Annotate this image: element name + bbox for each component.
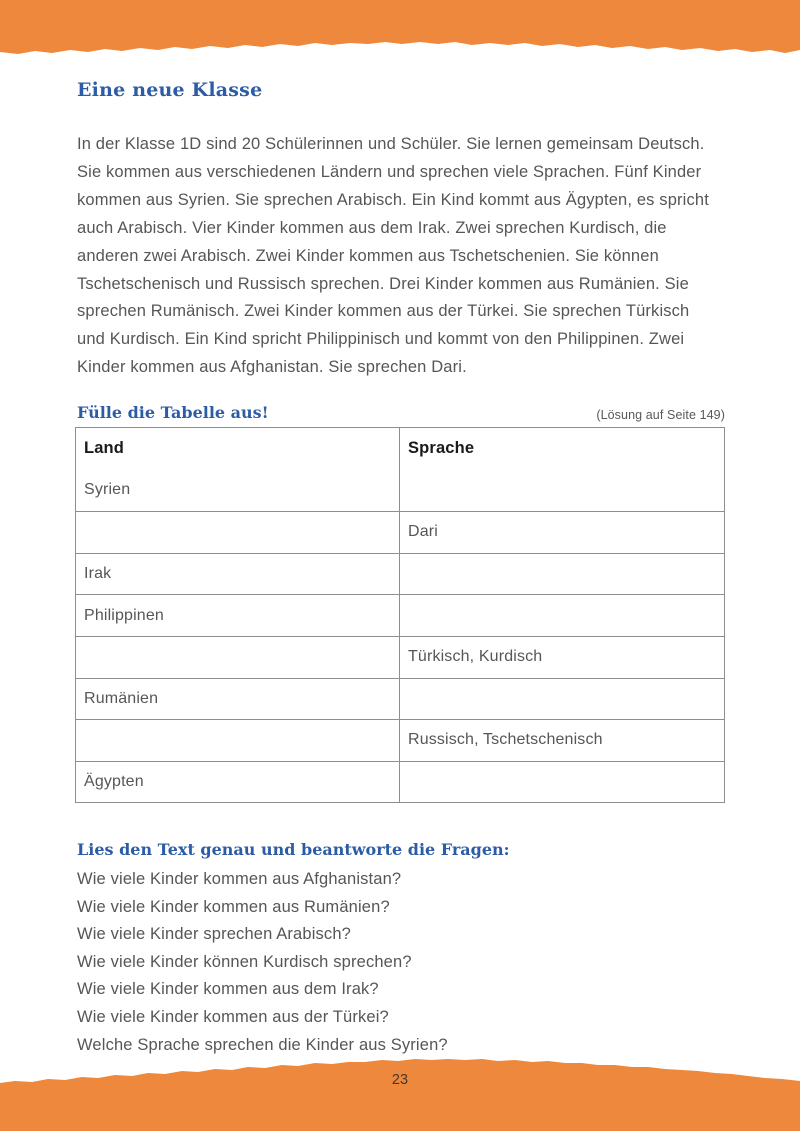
table-row: [76, 678, 724, 720]
table-row: [76, 470, 724, 512]
solution-page-note: (Lösung auf Seite 149): [596, 408, 725, 422]
paragraph-line: anderen zwei Arabisch. Zwei Kinder kommen aus Tschetschenien. Sie können: [77, 246, 659, 265]
question-item: Wie viele Kinder sprechen Arabisch?: [77, 925, 351, 944]
cell-land: [76, 637, 400, 678]
cell-sprache: [400, 470, 724, 512]
questions-heading: Lies den Text genau und beantworte die Fragen:: [77, 840, 510, 859]
paragraph-line: Tschetschenisch und Russisch sprechen. Drei Kinder kommen aus Rumänien. Sie: [77, 274, 689, 293]
cell-land: Rumänien: [76, 679, 400, 720]
paragraph-line: kommen aus Syrien. Sie sprechen Arabisch. Ein Kind kommt aus Ägypten, es spricht: [77, 190, 709, 209]
page-title: Eine neue Klasse: [77, 79, 263, 101]
question-item: Wie viele Kinder kommen aus der Türkei?: [77, 1007, 389, 1026]
question-item: Wie viele Kinder kommen aus Afghanistan?: [77, 870, 402, 888]
header-cell-sprache: Sprache: [408, 439, 475, 458]
cell-land: [76, 512, 400, 553]
question-item: Wie viele Kinder kommen aus Rumänien?: [77, 897, 390, 916]
page-number: 23: [391, 1072, 409, 1088]
question-item: Wie viele Kinder können Kurdisch sprechen?: [77, 952, 412, 971]
torn-paper-bottom-decoration: [0, 1053, 800, 1131]
table-header-row: [76, 428, 724, 470]
table-row: [76, 553, 724, 595]
torn-paper-top-decoration: [0, 0, 800, 60]
cell-sprache: Dari: [408, 523, 438, 541]
fill-table-instruction: Fülle die Tabelle aus!: [77, 403, 269, 422]
cell-sprache: Türkisch, Kurdisch: [408, 648, 543, 666]
cell-sprache: Russisch, Tschetschenisch: [408, 731, 603, 749]
intro-paragraph: [77, 131, 737, 382]
paragraph-line: und Kurdisch. Ein Kind spricht Philippinisch und kommt von den Philippinen. Zwei: [77, 330, 685, 349]
cell-land: [76, 720, 400, 761]
table-row: [76, 719, 724, 761]
cell-sprache: [400, 595, 724, 636]
cell-land: Philippinen: [76, 595, 400, 636]
cell-sprache: [400, 554, 724, 595]
paragraph-line: Kinder kommen aus Afghanistan. Sie sprechen Dari.: [77, 358, 467, 377]
table-body: [76, 470, 724, 803]
land-sprache-table: [75, 427, 725, 803]
paragraph-line: sprechen Rumänisch. Zwei Kinder kommen aus der Türkei. Sie sprechen Türkisch: [77, 302, 690, 321]
paragraph-line: Sie kommen aus verschiedenen Ländern und sprechen viele Sprachen. Fünf Kinder: [77, 162, 702, 181]
header-cell-land: Land: [76, 428, 400, 470]
cell-land: Ägypten: [76, 762, 400, 803]
table-row: [76, 636, 724, 678]
cell-land: Syrien: [76, 470, 400, 512]
questions-list: [77, 866, 737, 1059]
table-row: [76, 511, 724, 553]
paragraph-line: In der Klasse 1D sind 20 Schülerinnen und Schüler. Sie lernen gemeinsam Deutsch.: [77, 135, 705, 153]
cell-sprache: [400, 762, 724, 803]
table-row: [76, 761, 724, 803]
paragraph-line: auch Arabisch. Vier Kinder kommen aus dem Irak. Zwei sprechen Kurdisch, die: [77, 218, 667, 237]
table-row: [76, 594, 724, 636]
table-caption-row: [77, 403, 725, 422]
cell-sprache: [400, 679, 724, 720]
question-item: Wie viele Kinder kommen aus dem Irak?: [77, 980, 379, 999]
question-item: Welche Sprache sprechen die Kinder aus Syrien?: [77, 1035, 448, 1054]
cell-land: Irak: [76, 554, 400, 595]
